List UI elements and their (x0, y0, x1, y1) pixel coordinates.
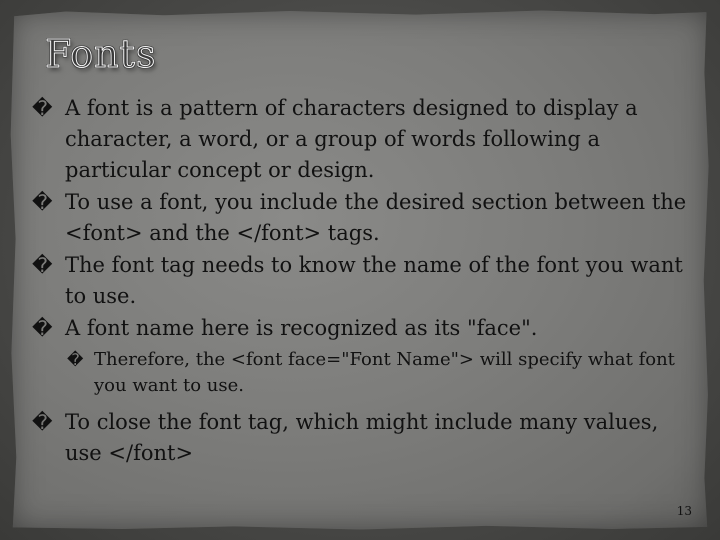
bullet-item (32, 187, 697, 249)
bullet-item (32, 250, 697, 312)
bullet-item (32, 313, 697, 344)
bullet-marker-icon: � (32, 410, 53, 434)
bullet-text: A font name here is recognized as its "face". (65, 316, 538, 340)
bullet-item (32, 93, 697, 186)
bullet-text: To close the font tag, which might include many values, use </font> (65, 410, 659, 465)
bullet-marker-icon: � (32, 190, 53, 214)
sub-bullet-text: Therefore, the <font face="Font Name"> will specify what font you want to use. (94, 349, 675, 396)
bullet-item (32, 407, 697, 469)
slide-body (32, 93, 697, 470)
sub-bullet-marker-icon: � (67, 350, 84, 369)
slide-page-number: 13 (676, 504, 692, 518)
bullet-text: To use a font, you include the desired section between the <font> and the </font> tags. (65, 190, 687, 245)
sub-bullet-item (32, 347, 697, 399)
bullet-marker-icon: � (32, 316, 53, 340)
bullet-text: A font is a pattern of characters designed to display a character, a word, or a group of words following a particular concept or design. (65, 96, 638, 182)
bullet-marker-icon: � (32, 96, 53, 120)
bullet-marker-icon: � (32, 253, 53, 277)
slide-title: Fonts (45, 32, 157, 76)
bullet-text: The font tag needs to know the name of the font you want to use. (65, 253, 683, 308)
